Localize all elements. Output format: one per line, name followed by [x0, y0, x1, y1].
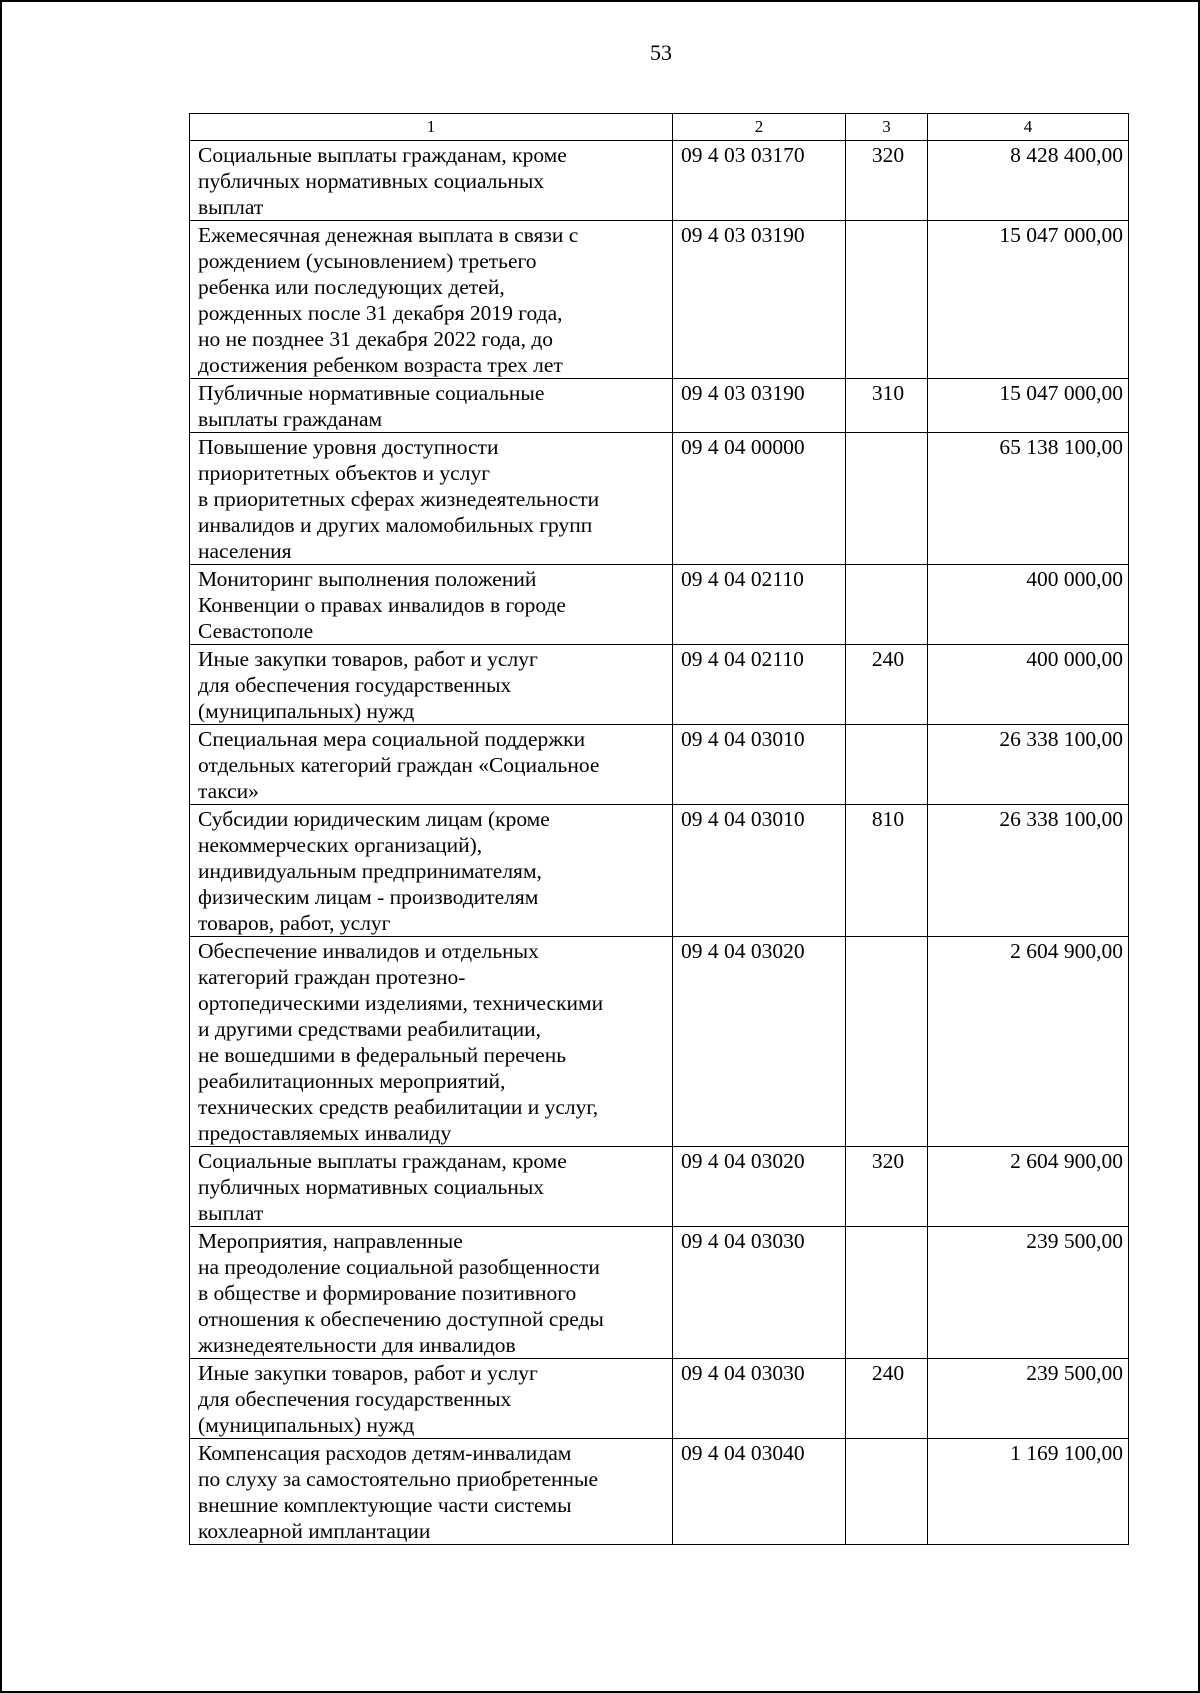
row-type: 320 — [846, 1147, 928, 1227]
row-name: Ежемесячная денежная выплата в связи с рождением (усыновлением) третьего ребенка или последующих детей, рожденных после 31 декабря 2019 года, но не позднее 31 декабря 2022 года, до достижения ребенком возраста трех лет — [190, 221, 673, 379]
row-amount: 26 338 100,00 — [928, 805, 1129, 937]
row-amount: 15 047 000,00 — [928, 221, 1129, 379]
table-row — [190, 565, 1129, 645]
row-code: 09 4 04 02110 — [673, 565, 846, 645]
table-row — [190, 433, 1129, 565]
row-amount: 400 000,00 — [928, 565, 1129, 645]
row-code: 09 4 04 03020 — [673, 1147, 846, 1227]
row-type — [846, 937, 928, 1147]
row-code: 09 4 03 03190 — [673, 221, 846, 379]
row-amount: 239 500,00 — [928, 1227, 1129, 1359]
table-row — [190, 725, 1129, 805]
row-type — [846, 1227, 928, 1359]
row-code: 09 4 04 03030 — [673, 1359, 846, 1439]
table-row — [190, 645, 1129, 725]
row-code: 09 4 04 02110 — [673, 645, 846, 725]
row-type — [846, 565, 928, 645]
table-row — [190, 1227, 1129, 1359]
budget-table — [189, 113, 1129, 1545]
row-type: 310 — [846, 379, 928, 433]
row-code: 09 4 04 03030 — [673, 1227, 846, 1359]
row-name: Мониторинг выполнения положений Конвенции о правах инвалидов в городе Севастополе — [190, 565, 673, 645]
table-row — [190, 1147, 1129, 1227]
row-name: Субсидии юридическим лицам (кроме некоммерческих организаций), индивидуальным предпринимателям, физическим лицам - производителям товаров, работ, услуг — [190, 805, 673, 937]
header-col-4: 4 — [928, 114, 1129, 141]
row-type: 320 — [846, 141, 928, 221]
row-amount: 400 000,00 — [928, 645, 1129, 725]
row-code: 09 4 03 03170 — [673, 141, 846, 221]
row-name: Повышение уровня доступности приоритетных объектов и услуг в приоритетных сферах жизнедеятельности инвалидов и других маломобильных групп населения — [190, 433, 673, 565]
row-type: 810 — [846, 805, 928, 937]
row-name: Социальные выплаты гражданам, кроме публичных нормативных социальных выплат — [190, 141, 673, 221]
row-type: 240 — [846, 1359, 928, 1439]
row-amount: 239 500,00 — [928, 1359, 1129, 1439]
row-type — [846, 1439, 928, 1545]
row-name: Иные закупки товаров, работ и услуг для обеспечения государственных (муниципальных) нужд — [190, 1359, 673, 1439]
table-row — [190, 805, 1129, 937]
header-col-2: 2 — [673, 114, 846, 141]
row-code: 09 4 04 00000 — [673, 433, 846, 565]
row-amount: 2 604 900,00 — [928, 1147, 1129, 1227]
row-type: 240 — [846, 645, 928, 725]
header-col-3: 3 — [846, 114, 928, 141]
row-amount: 8 428 400,00 — [928, 141, 1129, 221]
row-amount: 2 604 900,00 — [928, 937, 1129, 1147]
table-row — [190, 141, 1129, 221]
row-amount: 1 169 100,00 — [928, 1439, 1129, 1545]
row-code: 09 4 03 03190 — [673, 379, 846, 433]
row-name: Компенсация расходов детям-инвалидам по слуху за самостоятельно приобретенные внешние комплектующие части системы кохлеарной имплантации — [190, 1439, 673, 1545]
row-amount: 65 138 100,00 — [928, 433, 1129, 565]
row-amount: 26 338 100,00 — [928, 725, 1129, 805]
row-code: 09 4 04 03040 — [673, 1439, 846, 1545]
table-row — [190, 1359, 1129, 1439]
table-row — [190, 221, 1129, 379]
row-type — [846, 221, 928, 379]
header-col-1: 1 — [190, 114, 673, 141]
table-row — [190, 379, 1129, 433]
table-header-row — [190, 114, 1129, 141]
row-amount: 15 047 000,00 — [928, 379, 1129, 433]
row-type — [846, 433, 928, 565]
row-name: Специальная мера социальной поддержки отдельных категорий граждан «Социальное такси» — [190, 725, 673, 805]
row-type — [846, 725, 928, 805]
row-code: 09 4 04 03010 — [673, 725, 846, 805]
row-name: Обеспечение инвалидов и отдельных категорий граждан протезно- ортопедическими изделиями, техническими и другими средствами реабилитации, не вошедшими в федеральный перечень реабилитационных мероприятий, технических средств реабилитации и услуг, предоставляемых инвалиду — [190, 937, 673, 1147]
row-code: 09 4 04 03020 — [673, 937, 846, 1147]
row-name: Публичные нормативные социальные выплаты гражданам — [190, 379, 673, 433]
table-row — [190, 1439, 1129, 1545]
row-name: Мероприятия, направленные на преодоление социальной разобщенности в обществе и формирование позитивного отношения к обеспечению доступной среды жизнедеятельности для инвалидов — [190, 1227, 673, 1359]
row-code: 09 4 04 03010 — [673, 805, 846, 937]
row-name: Иные закупки товаров, работ и услуг для обеспечения государственных (муниципальных) нужд — [190, 645, 673, 725]
row-name: Социальные выплаты гражданам, кроме публичных нормативных социальных выплат — [190, 1147, 673, 1227]
table-row — [190, 937, 1129, 1147]
page-number: 53 — [650, 40, 672, 65]
